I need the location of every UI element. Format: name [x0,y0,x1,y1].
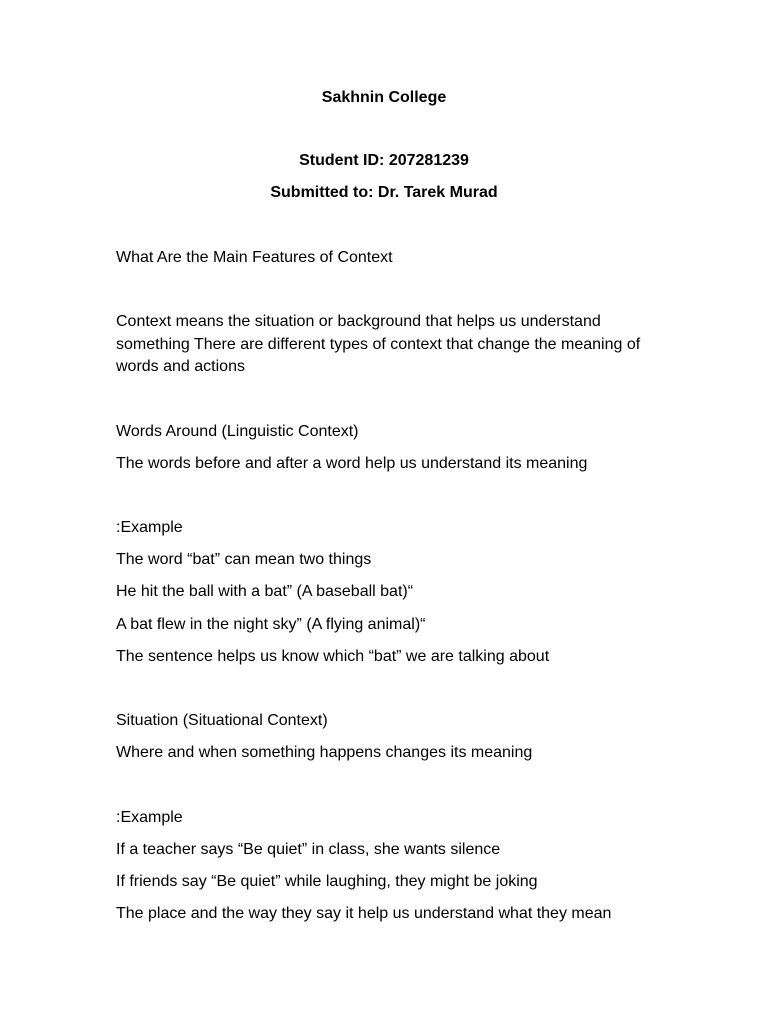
section1-example-line: A bat flew in the night sky” (A flying animal)“ [116,616,426,633]
submitted-to: Submitted to: Dr. Tarek Murad [270,184,498,201]
section1-description: The words before and after a word help us understand its meaning [116,455,588,472]
college-name: Sakhnin College [321,89,447,106]
section2-example-line: If friends say “Be quiet” while laughing, they might be joking [116,873,538,890]
section2-example-label: :Example [116,809,183,826]
section2-example-line: If a teacher says “Be quiet” in class, she wants silence [116,841,501,858]
section1-example-line: The sentence helps us know which “bat” we are talking about [116,648,550,665]
document-title: What Are the Main Features of Context [116,249,393,266]
section1-heading: Words Around (Linguistic Context) [116,423,359,440]
section2-example-line: The place and the way they say it help us understand what they mean [116,905,612,922]
intro-paragraph: Context means the situation or background that helps us understand something There are different types of context that change the meaning of words and actions [116,313,641,375]
section1-example-label: :Example [116,519,183,536]
section1-example-line: The word “bat” can mean two things [116,551,372,568]
section2-description: Where and when something happens changes its meaning [116,744,533,761]
section1-example-line: He hit the ball with a bat” (A baseball bat)“ [116,583,414,600]
section2-heading: Situation (Situational Context) [116,712,328,729]
student-id: Student ID: 207281239 [299,152,469,169]
